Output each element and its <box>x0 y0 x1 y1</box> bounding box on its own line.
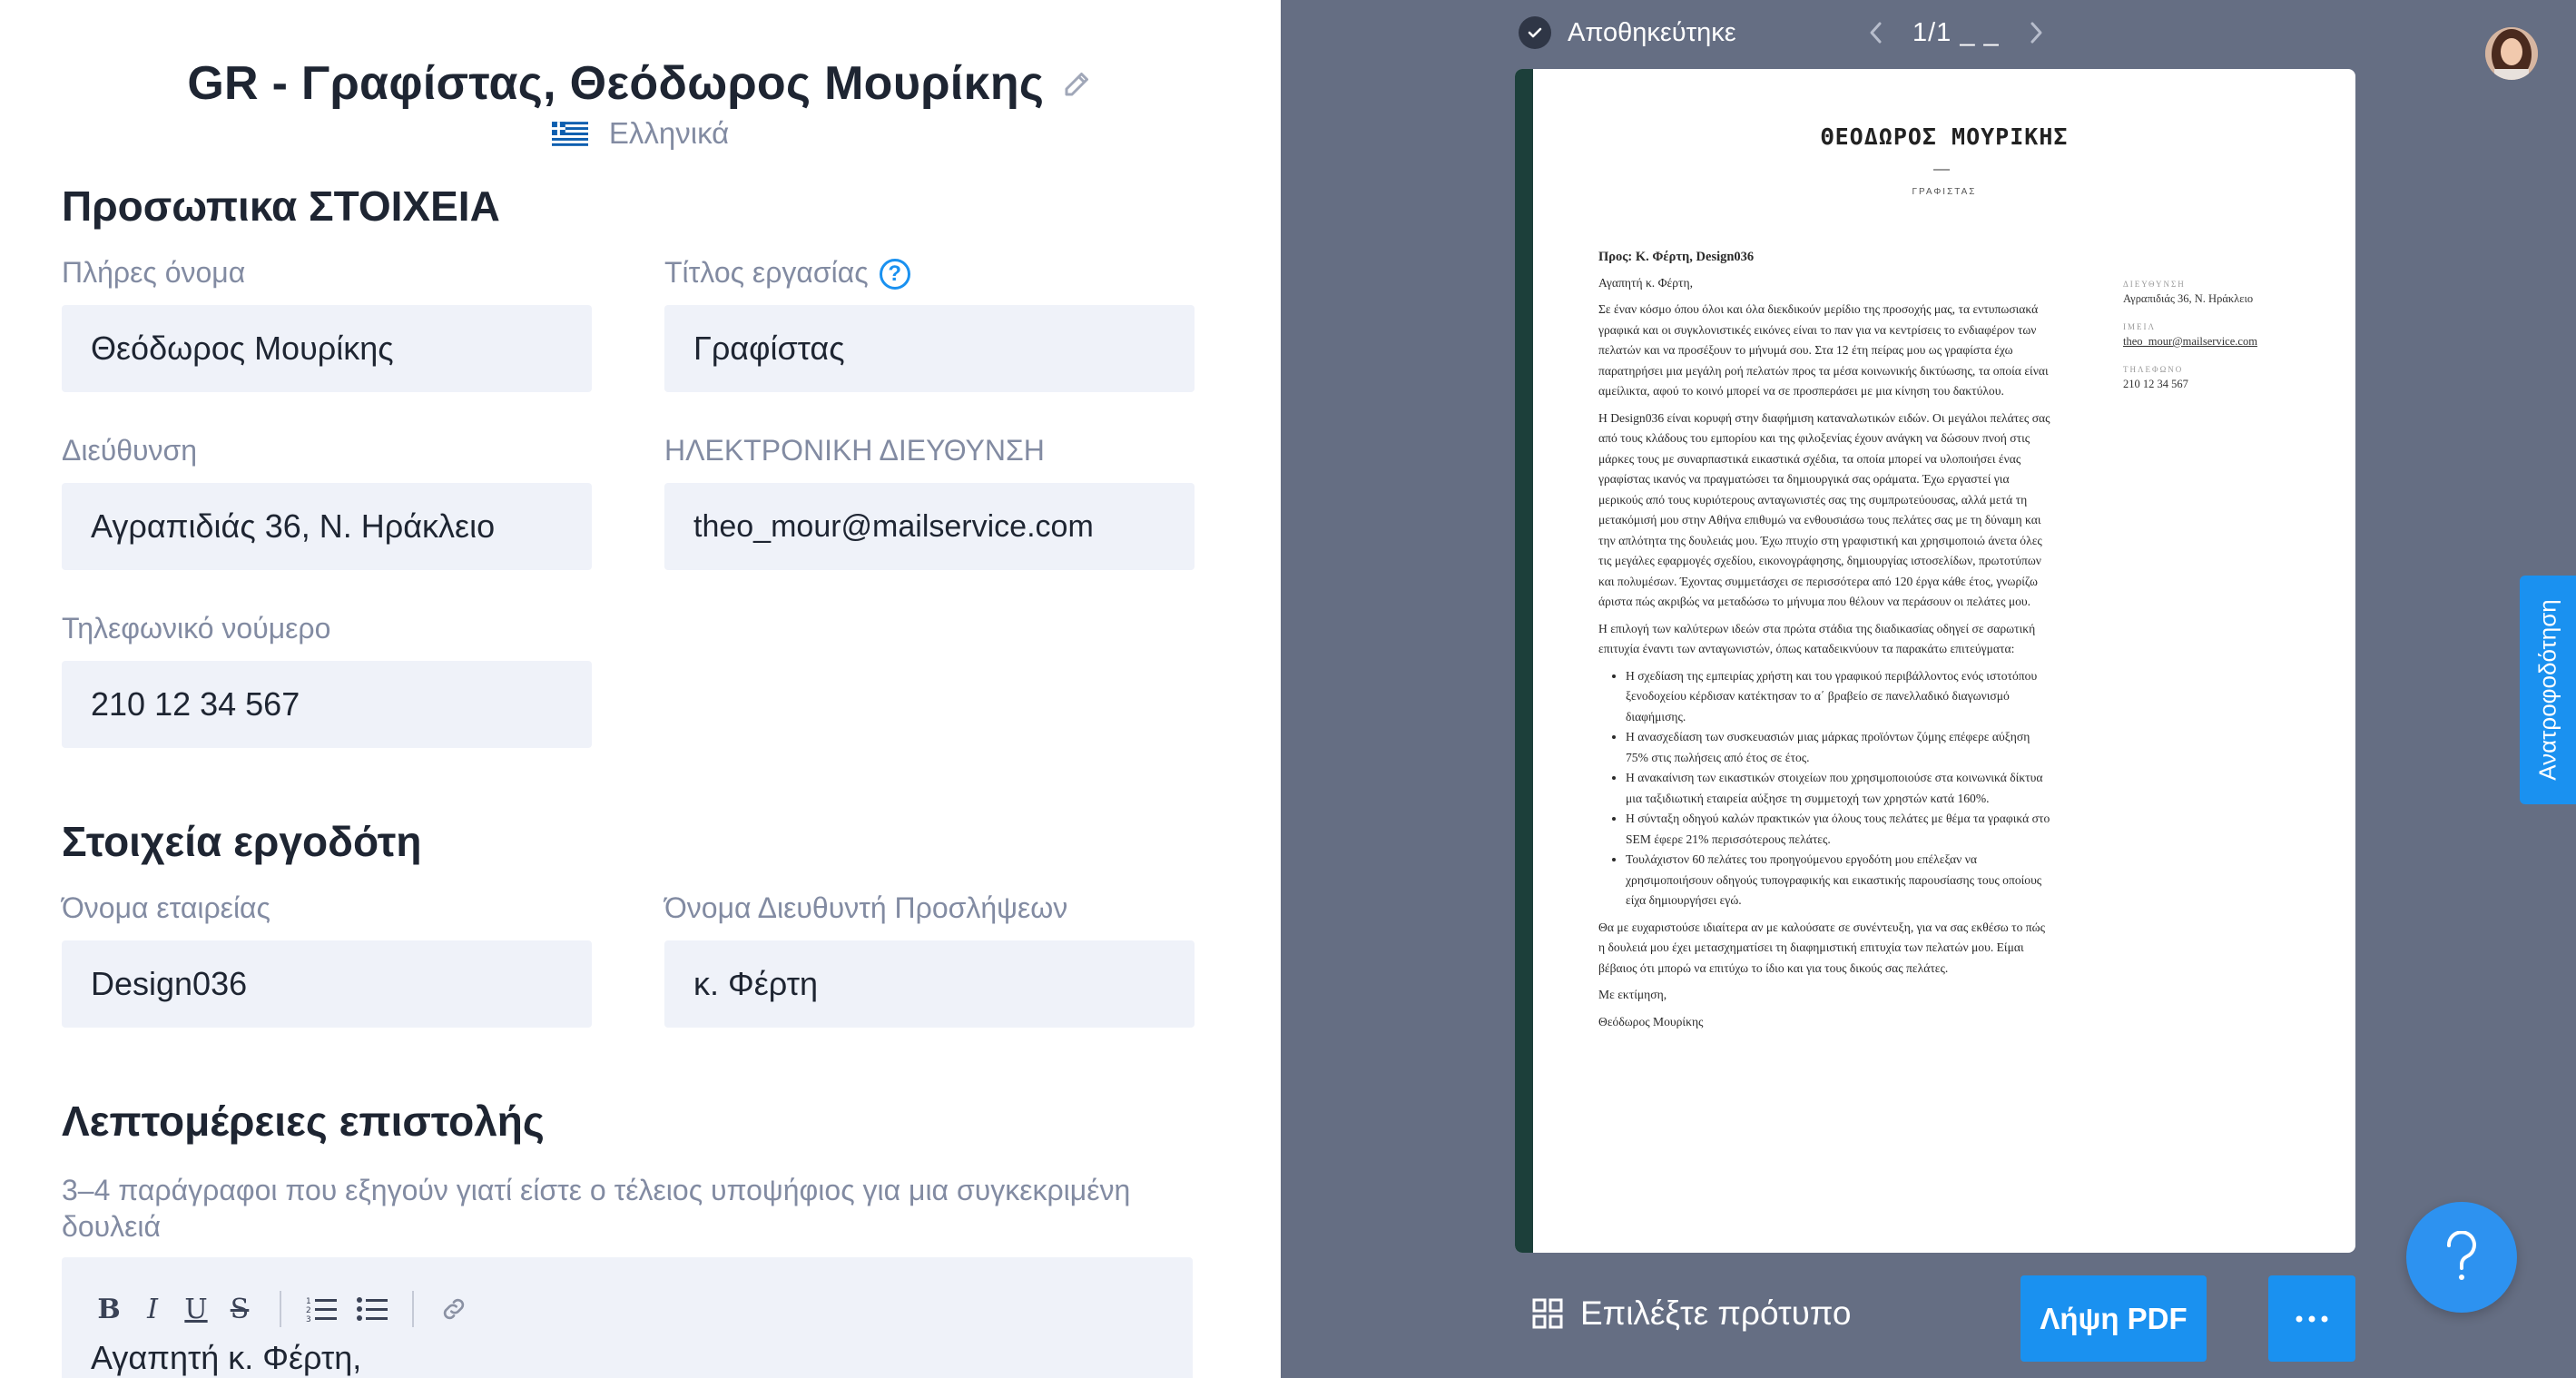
letter-paragraph: Η επιλογή των καλύτερων ιδεών στα πρώτα στάδια της διαδικασίας οδηγεί σε σαρωτική επιτυχία έναντι των ανταγωνιστών, όπως καταδεικνύουν τα παρακάτω επιτεύγματα: <box>1598 621 2036 655</box>
help-button[interactable] <box>2406 1202 2517 1313</box>
ordered-list-icon <box>306 1294 337 1324</box>
bullet-list-button[interactable] <box>350 1287 394 1331</box>
letter-closing: Με εκτίμηση, <box>1598 988 1667 1001</box>
full-name-label: Πλήρες όνομα <box>62 256 246 289</box>
check-icon <box>1519 16 1551 49</box>
employer-details-heading: Στοιχεία εργοδότη <box>62 818 422 865</box>
letter-accent-bar <box>1515 69 1533 1253</box>
hiring-manager-field[interactable]: κ. Φέρτη <box>664 940 1195 1028</box>
company-name-field[interactable]: Design036 <box>62 940 592 1028</box>
full-name-field[interactable]: Θεόδωρος Μουρίκης <box>62 305 592 392</box>
ordered-list-button[interactable] <box>300 1287 343 1331</box>
email-label: ΗΛΕΚΤΡΟΝΙΚΗ ΔΙΕΥΘΥΝΣΗ <box>664 434 1045 467</box>
letter-signature: Θεόδωρος Μουρίκης <box>1598 1014 1704 1029</box>
grid-icon <box>1531 1297 1564 1330</box>
letter-recipient: Προς: Κ. Φέρτη, Design036 <box>1598 250 1755 264</box>
save-status <box>1519 16 1736 49</box>
letter-name: ΘΕΟΔΩΡΟΣ ΜΟΥΡΙΚΗΣ <box>1820 123 2069 150</box>
svg-text:1: 1 <box>306 1297 311 1306</box>
question-icon <box>2442 1231 2482 1284</box>
list-item: • Η ανασχεδίαση των συσκευασιών μιας μάρκας προϊόντων ζύμης επέφερε αύξηση 75% στις πωλήσεις από έτος σε έτος. <box>1626 727 2052 768</box>
page-navigator <box>1858 15 2054 51</box>
toolbar-divider <box>280 1291 281 1327</box>
letter-details-heading: Λεπτομέρειες επιστολής <box>62 1097 545 1145</box>
editor-pane <box>0 0 1281 1378</box>
chevron-left-icon <box>1868 21 1884 44</box>
help-circle-icon[interactable]: ? <box>880 259 910 290</box>
more-icon <box>2296 1315 2328 1323</box>
next-page-button[interactable] <box>2018 15 2054 51</box>
italic-button[interactable]: I <box>147 1293 158 1325</box>
address-field[interactable]: Αγραπιδιάς 36, Ν. Ηράκλειο <box>62 483 592 570</box>
list-item: • Η σχεδίαση της εμπειρίας χρήστη και του γραφικού περιβάλλοντος ενός ιστοτόπου ξενοδοχείου κέρδισαν κατέκτησαν το α΄ βραβείο σε πανελλαδικό διαγωνισμό διαφήμισης. <box>1626 666 2052 728</box>
letter-job-title: ΓΡΑΦΙΣΤΑΣ <box>1912 187 1977 197</box>
personal-details-heading: Προσωπικα ΣΤΟΙΧΕΙΑ <box>62 182 500 230</box>
email-field[interactable]: theo_mour@mailservice.com <box>664 483 1195 570</box>
link-button[interactable] <box>432 1287 476 1331</box>
letter-details-hint: 3–4 παράγραφοι που εξηγούν γιατί είστε ο τέλειος υποψήφιος για μια συγκεκριμένη δουλειά <box>62 1174 1131 1243</box>
side-phone-label: ΤΗΛΕΦΩΝΟ <box>2123 365 2184 374</box>
link-icon <box>439 1294 468 1324</box>
svg-text:3: 3 <box>306 1315 311 1324</box>
toolbar-divider <box>412 1291 414 1327</box>
download-pdf-button[interactable]: Λήψη PDF <box>2020 1275 2207 1362</box>
side-email-label: ΙΜΕΙΛ <box>2123 322 2157 331</box>
document-title-row <box>0 56 1281 111</box>
letter-editor[interactable] <box>62 1257 1193 1378</box>
letter-divider <box>1933 169 1950 171</box>
address-label: Διεύθυνση <box>62 434 198 467</box>
letter-paragraph: Η Design036 είναι κορυφή στην διαφήμιση καταναλωτικών ειδών. Οι μεγάλοι πελάτες σας από τους κλάδους του εμπορίου και της φιλοξενίας έχουν ανάγκη να δώσουν πνοή στις μάρκες τους με συναρπαστικά εικαστικά σχέδια, τα οποία μπορεί να υλοποιήσει ένας γραφίστας ικανός να πραγματώσει τα δημιουργικά σας οράματα. Έχω εργαστεί για μερικούς από τους κυριότερους ανταγωνιστές σας της συμπρωτεύουσας, αλλά μετά τη μετακόμισή μου στην Αθήνα επιθυμώ να ενθουσιάσω τους πελάτες σας με τη δύναμη και την απλότητα της δουλειάς μου. Έχω πτυχίο στη γραφιστική και χρησιμοποιώ άνετα όλες τις μεγάλες εφαρμογές σχεδίου, εικονογράφησης, δημιουργίας ιστοσελίδων, πρωτοτύπων και πολυμέσων. Έχοντας συμμετάσχει σε περισσότερα από 120 έργα κάθε έτος, γνωρίζω άριστα πώς ακριβώς να μεταδώσω το μήνυμα που θέλουν να περάσουν οι πελάτες μου. <box>1598 410 2050 608</box>
prev-page-button[interactable] <box>1858 15 1894 51</box>
letter-preview[interactable] <box>1515 69 2355 1253</box>
chevron-right-icon <box>2028 21 2044 44</box>
letter-body <box>1598 247 2052 1038</box>
list-item: • Η σύνταξη οδηγού καλών πρακτικών για όλους τους πελάτες με θέμα τα γραφικά στο SEM έφερε 21% περισσότερους πελάτες. <box>1626 809 2052 850</box>
side-phone: 210 12 34 567 <box>2123 378 2188 390</box>
phone-field[interactable]: 210 12 34 567 <box>62 661 592 748</box>
strikethrough-button[interactable]: S <box>230 1293 250 1325</box>
svg-text:2: 2 <box>306 1306 311 1315</box>
list-item: • Τουλάχιστον 60 πελάτες του προηγούμενου εργοδότη μου επέλεξαν να χρησιμοποιήσουν οδηγούς τυπογραφικής και εικαστικής παρουσίασης τους οποίους είχα δημιουργήσει εγώ. <box>1626 850 2052 911</box>
language-label: Ελληνικά <box>608 116 730 150</box>
choose-template-button[interactable] <box>1531 1294 1851 1333</box>
editor-toolbar <box>87 1286 476 1332</box>
letter-greeting: Αγαπητή κ. Φέρτη, <box>1598 275 1693 290</box>
job-title-label: Τίτλος εργασίας <box>664 256 869 289</box>
save-status-label: Αποθηκεύτηκε <box>1568 17 1736 47</box>
job-title-label-row <box>664 256 910 290</box>
bold-button[interactable]: B <box>97 1293 121 1325</box>
side-address: Αγραπιδιάς 36, Ν. Ηράκλειο <box>2123 292 2254 305</box>
bullet-list-icon <box>357 1294 388 1324</box>
company-name-label: Όνομα εταιρείας <box>62 891 270 924</box>
document-title[interactable]: GR - Γραφίστας, Θεόδωρος Μουρίκης <box>187 57 1045 110</box>
side-email: theo_mour@mailservice.com <box>2123 335 2257 348</box>
letter-editor-content[interactable]: Αγαπητή κ. Φέρτη, <box>91 1339 362 1376</box>
underline-button[interactable]: U <box>184 1293 208 1325</box>
feedback-tab[interactable] <box>2520 576 2576 804</box>
avatar[interactable] <box>2485 27 2538 80</box>
list-item: • Η ανακαίνιση των εικαστικών στοιχείων που χρησιμοποιούσε στα κοινωνικά δίκτυα μια ταξιδιωτική εταιρεία αύξησε τη συμμετοχή των χρηστών κατά 160%. <box>1626 768 2052 809</box>
phone-label: Τηλεφωνικό νούμερο <box>62 612 331 645</box>
side-address-label: ΔΙΕΥΘΥΝΣΗ <box>2123 280 2186 289</box>
job-title-field[interactable]: Γραφίστας <box>664 305 1195 392</box>
feedback-label: Ανατροφοδότηση <box>2533 599 2561 781</box>
letter-paragraph: Σε έναν κόσμο όπου όλοι και όλα διεκδικούν μερίδιο της προσοχής μας, τα εντυπωσιακά γραφικά και οι συγκλονιστικές εικόνες είναι το παν για να κεντρίσεις το ενδιαφέρον των πελατών και να προσέξουν το μήνυμά σου. Στα 12 έτη πείρας μου ως γραφίστα έχω παρατηρήσει μια μεγάλη ροή πελατών προς τα μέσα κοινωνικής δικτύωσης, τα οποία είναι αμείλικτα, αφού το κοινό μπορεί να σε προσπεράσει με μια κίνηση του δακτύλου. <box>1598 302 2049 398</box>
choose-template-label: Επιλέξτε πρότυπο <box>1580 1294 1852 1332</box>
hiring-manager-label: Όνομα Διευθυντή Προσλήψεων <box>664 891 1068 924</box>
letter-paragraph: Θα με ευχαριστούσε ιδιαίτερα αν με καλούσατε σε συνέντευξη, για να σας εκθέσω το πώς η δουλειά μου έχει μετασχηματίσει τη διαφημιστική επιτυχία των πελατών μου. Είμαι βέβαιος ότι μπορώ να επιτύχω το ίδιο και για τους δικούς σας πελάτες. <box>1598 920 2045 975</box>
language-selector[interactable] <box>0 116 1281 151</box>
more-options-button[interactable] <box>2268 1275 2355 1362</box>
page-indicator: 1/1 _ _ <box>1912 17 2000 47</box>
letter-contact-sidebar <box>2123 280 2314 391</box>
greek-flag-icon <box>552 122 588 146</box>
preview-pane <box>1281 0 2576 1378</box>
letter-achievements-list <box>1626 666 2052 911</box>
pencil-icon[interactable] <box>1061 67 1094 100</box>
